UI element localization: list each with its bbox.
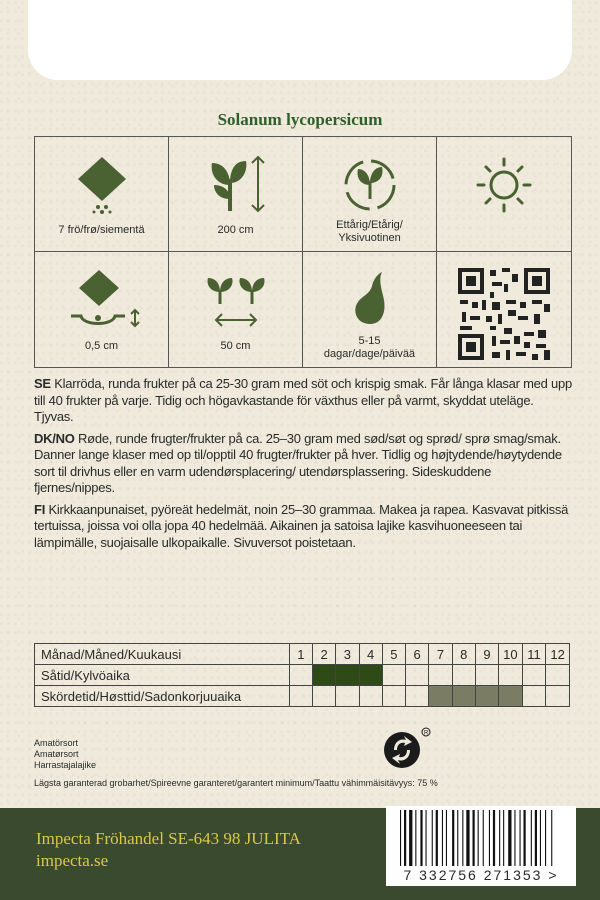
harvest-row-month [336,686,359,707]
sowing-row-month [359,665,382,686]
sowing-row-month [336,665,359,686]
sowing-row-month [406,665,429,686]
desc-se-text: Klarröda, runda frukter på ca 25-30 gram med söt och krispig smak. Får långa klasar med upp till 40 frukter på varje. Tidig och högavkastande för växthus eller på varmt, skyddat uteläge. Tjyvas. [34,376,572,424]
germination-note: Lägsta garanterad grobarhet/Spireevne garanteret/garantert minimum/Taattu vähimmäisitävyys: 75 % [34,778,438,788]
barcode [386,806,576,886]
germination-label-line2: dagar/dage/päivää [323,348,416,360]
barcode-bar [409,810,412,866]
depth-label: 0,5 cm [84,340,118,352]
company-line: Impecta Fröhandel SE-643 98 JULITA [36,829,301,848]
cycle-label-line1: Ettårig/Etårig/ [336,219,403,231]
calendar-header-row [35,644,570,665]
barcode-bar [466,810,469,866]
sowing-row-month [452,665,475,686]
sowing-row-month [499,665,523,686]
barcode-bar [457,810,458,866]
sowing-row [35,665,570,686]
plant-spacing-icon [196,264,276,334]
barcode-bar [489,810,490,866]
seed-packet-icon [62,149,142,219]
barcode-bar [551,810,552,866]
month-header: 12 [546,644,570,665]
harvest-row [35,686,570,707]
harvest-row-label: Skördetid/Høsttid/Sadonkorjuuaika [35,686,290,707]
company-address [36,828,301,872]
barcode-bar [493,810,495,866]
svg-text:R: R [424,730,429,737]
barcode-bar [535,810,537,866]
barcode-bar [432,810,433,866]
harvest-row-month [546,686,570,707]
barcode-bar [473,810,475,866]
sowing-row-month [382,665,405,686]
desc-dk-text: Røde, runde frugter/frukter på ca. 25–30 gram med sød/søt og sprød/ sprø smag/smak. Danner lange klaser med op til/opptil 40 frugter/frukter på hver. Tidlig og højtydende/høytydende sort til drivhus eller en varm udendørsplacering/ utendørsplassering. Sideskuddene fjernes/nippes. [34,430,562,495]
barcode-bar [442,810,443,866]
barcode-bar [404,810,406,866]
cycle-icon [330,149,410,219]
barcode-bar [540,810,541,866]
harvest-row-month [429,686,452,707]
barcode-bars [386,806,576,868]
barcode-bar [545,810,546,866]
month-header: 5 [382,644,405,665]
barcode-bar [508,810,511,866]
desc-dk [34,431,574,497]
harvest-row-month [406,686,429,707]
sowing-row-month [429,665,452,686]
icon-cell-spacing [169,252,303,367]
amateur-notes [34,738,96,771]
germination-label [303,335,436,361]
amateur-se: Amatörsort [34,738,79,748]
desc-se-code: SE [34,376,51,391]
desc-dk-code: DK/NO [34,430,75,446]
barcode-bar [415,810,416,866]
icon-cell-seeds [35,137,169,252]
barcode-bar [503,810,504,866]
sowing-row-month [522,665,546,686]
plant-height-icon [196,149,276,219]
icon-cell-height [169,137,303,252]
barcode-number: 7 332756 271353 > [403,867,559,883]
month-header: 10 [499,644,523,665]
icon-cell-germination [303,252,437,367]
month-header: 1 [289,644,312,665]
icon-cell-cycle [303,137,437,252]
qr-code-icon[interactable] [456,266,552,362]
barcode-bar [520,810,521,866]
amateur-dk: Amatørsort [34,749,79,759]
barcode-bar [514,810,515,866]
barcode-bar [524,810,526,866]
height-label: 200 cm [217,224,254,236]
desc-fi [34,502,574,552]
harvest-row-month [475,686,498,707]
desc-fi-code: FI [34,501,46,517]
barcode-bar [420,810,422,866]
barcode-bar [499,810,500,866]
harvest-row-month [499,686,523,707]
desc-fi-text: Kirkkaanpunaiset, pyöreät hedelmät, noin 25–30 grammaa. Makea ja rapea. Kasvavat pitkissä tertuissa, joissa voi olla jopa 40 hedelmää. Aikainen ja satoisa lajike kasvihuoneeseen tai lämpimälle, suojaisalle ulkopaikalle. Sivuversot poistetaan. [34,501,569,550]
sowing-row-month [312,665,335,686]
description [34,376,574,556]
icon-cell-depth [35,252,169,367]
barcode-bar [531,810,532,866]
barcode-bar [436,810,438,866]
month-header: 2 [312,644,335,665]
harvest-row-month [382,686,405,707]
harvest-row-month [452,686,475,707]
sowing-calendar [34,643,570,707]
barcode-bar [478,810,479,866]
germination-label-line1: 5-15 [358,335,381,347]
seeds-label: 7 frö/frø/siementä [58,224,145,236]
latin-name: Solanum lycopersicum [217,110,383,129]
month-header: 3 [336,644,359,665]
sowing-row-month [475,665,498,686]
sowing-row-month [546,665,570,686]
icon-cell-qr [437,252,571,367]
sowing-row-label: Såtid/Kylvöaika [35,665,290,686]
barcode-bar [483,810,484,866]
barcode-bar [400,810,401,866]
harvest-row-month [312,686,335,707]
spacing-label: 50 cm [220,340,251,352]
barcode-bar [426,810,427,866]
month-header: 8 [452,644,475,665]
barcode-bar [462,810,463,866]
sun-icon [464,149,544,219]
company-website: impecta.se [36,851,109,870]
amateur-fi: Harrastajalajike [34,760,97,770]
barcode-bar [446,810,447,866]
cycle-label [303,219,436,245]
sowing-row-month [289,665,312,686]
month-header: 4 [359,644,382,665]
footer [0,808,600,900]
cycle-label-line2: Yksivuotinen [338,232,401,244]
month-header: 11 [522,644,546,665]
recycle-mark-icon [382,726,434,774]
barcode-bar [452,810,454,866]
month-header: 7 [429,644,452,665]
harvest-row-month [522,686,546,707]
harvest-row-month [289,686,312,707]
icon-cell-sun [437,137,571,252]
month-header: 6 [406,644,429,665]
sowing-depth-icon [57,264,147,338]
calendar-header-row-label: Månad/Måned/Kuukausi [35,644,290,665]
month-header: 9 [475,644,498,665]
hang-slot [28,0,572,80]
icon-grid [34,136,572,368]
desc-se [34,376,574,426]
harvest-row-month [359,686,382,707]
germination-icon [330,264,410,334]
